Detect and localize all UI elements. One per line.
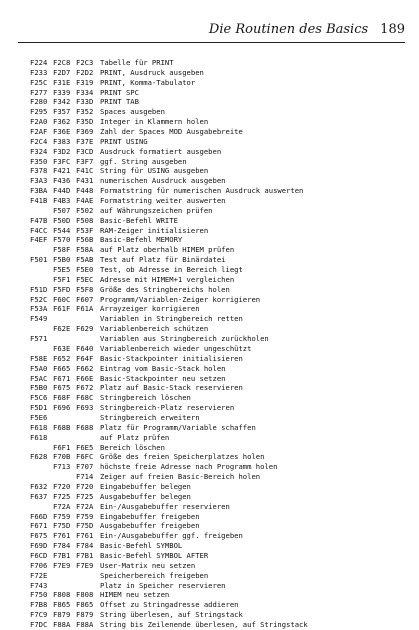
address-col-2: F342 <box>53 97 71 107</box>
listing-row <box>30 393 410 403</box>
routine-description: RAM-Zeiger initialisieren <box>100 225 209 235</box>
address-col-2: F383 <box>53 136 71 146</box>
listing-row <box>30 581 410 591</box>
address-col-3: F3F7 <box>76 156 94 166</box>
address-col-3: F4AE <box>76 196 94 206</box>
address-col-3: F7B1 <box>76 550 94 560</box>
address-col-3: F75D <box>76 521 94 531</box>
address-col-2: F570 <box>53 235 71 245</box>
address-col-1: F5B0 <box>30 383 48 393</box>
address-col-3: F448 <box>76 186 94 196</box>
listing-row <box>30 206 410 216</box>
address-col-1: F743 <box>30 580 48 590</box>
address-col-3: F5F8 <box>76 284 94 294</box>
page-header <box>18 22 405 40</box>
address-col-3: F607 <box>76 294 94 304</box>
address-col-1: F25C <box>30 77 48 87</box>
address-col-3: F759 <box>76 511 94 521</box>
listing-row <box>30 364 410 374</box>
address-col-2: F88A <box>53 619 71 629</box>
routine-description: Zeiger auf freien Basic-Bereich holen <box>100 472 261 482</box>
address-col-1: F571 <box>30 334 48 344</box>
address-col-1: F632 <box>30 481 48 491</box>
routine-description: Platz auf Basic-Stack reservieren <box>100 383 243 393</box>
listing-row <box>30 433 410 443</box>
address-col-1: F5A0 <box>30 363 48 373</box>
address-col-1: F41B <box>30 196 48 206</box>
address-col-3: F64F <box>76 353 94 363</box>
routine-description: Test auf Platz für Binärdatei <box>100 255 226 265</box>
address-col-3: F352 <box>76 107 94 117</box>
routine-description: Formatstring weiter auswerten <box>100 196 226 206</box>
address-col-2: F339 <box>53 87 71 97</box>
routine-description: String für USING ausgeben <box>100 166 209 176</box>
address-col-2: F865 <box>53 600 71 610</box>
address-col-2: F5F1 <box>53 274 71 284</box>
listing-row <box>30 374 410 384</box>
routine-description: Tabelle für PRINT <box>100 58 174 67</box>
listing-row <box>30 216 410 226</box>
address-col-3: F640 <box>76 343 94 353</box>
address-col-3: F508 <box>76 215 94 225</box>
routine-description: Ausdruck formatiert ausgeben <box>100 146 222 156</box>
routine-description: Ein-/Ausgabebuffer ggf. freigeben <box>100 531 243 541</box>
address-col-3: F431 <box>76 176 94 186</box>
routine-description: User-Matrix neu setzen <box>100 560 196 570</box>
routine-description: Größe des Stringbereichs holen <box>100 284 230 294</box>
address-col-2: F50D <box>53 215 71 225</box>
address-col-3: F369 <box>76 127 94 137</box>
routine-description: Bereich löschen <box>100 442 165 452</box>
address-col-3: F41C <box>76 166 94 176</box>
listing-row <box>30 314 410 324</box>
listing-row <box>30 324 410 334</box>
routine-description: Stringbereich-Platz reservieren <box>100 403 235 413</box>
routine-description: auf Platz oberhalb HIMEM prüfen <box>100 245 235 255</box>
routine-description: Arrayzeiger korrigieren <box>100 304 200 314</box>
listing-row <box>30 541 410 551</box>
address-col-1: F637 <box>30 491 48 501</box>
listing-row <box>30 512 410 522</box>
address-col-1: F350 <box>30 156 48 166</box>
listing-row <box>30 423 410 433</box>
routine-description: auf Platz prüfen <box>100 432 170 442</box>
listing-row <box>30 571 410 581</box>
address-col-1: F7B8 <box>30 600 48 610</box>
address-col-3: F68C <box>76 393 94 403</box>
address-col-3: F56B <box>76 235 94 245</box>
address-col-2: F5B0 <box>53 255 71 265</box>
address-col-1: F51D <box>30 284 48 294</box>
address-col-1: F6CD <box>30 550 48 560</box>
address-col-3: F629 <box>76 324 94 334</box>
address-col-3: F672 <box>76 383 94 393</box>
address-col-1: F280 <box>30 97 48 107</box>
routine-description: Platz in Speicher reservieren <box>100 580 226 590</box>
address-col-2: F75D <box>53 521 71 531</box>
routine-description: Basic-Stackpointer initialisieren <box>100 353 243 363</box>
address-col-2: F2C8 <box>53 58 71 67</box>
routine-description: Basic-Befehl SYMBOL AFTER <box>100 550 209 560</box>
address-col-3: F33D <box>76 97 94 107</box>
routine-description: numerischen Ausdruck ausgeben <box>100 176 226 186</box>
routine-description: Basic-Befehl WRITE <box>100 215 178 225</box>
address-col-3: F6FC <box>76 452 94 462</box>
address-col-1: F618 <box>30 432 48 442</box>
address-col-3: F502 <box>76 205 94 215</box>
address-col-1: F7DC <box>30 619 48 629</box>
address-col-1: F277 <box>30 87 48 97</box>
listing-row <box>30 58 410 68</box>
address-col-1: F58E <box>30 353 48 363</box>
routine-description: PRINT, Ausdruck ausgeben <box>100 67 204 77</box>
address-col-3: F35D <box>76 117 94 127</box>
address-col-2: F761 <box>53 531 71 541</box>
address-col-1: F295 <box>30 107 48 117</box>
address-col-3: F879 <box>76 610 94 620</box>
listing-row <box>30 275 410 285</box>
address-col-3: F693 <box>76 403 94 413</box>
routine-description: String bis Zeilenende überlesen, auf Stringstack <box>100 619 308 629</box>
listing-row <box>30 354 410 364</box>
address-col-3: F808 <box>76 590 94 600</box>
address-col-1: F671 <box>30 521 48 531</box>
routine-description: Offset zu Stringadresse addieren <box>100 600 239 610</box>
address-col-1: F233 <box>30 67 48 77</box>
address-col-1: F224 <box>30 58 48 67</box>
address-col-2: F72A <box>53 501 71 511</box>
address-col-3: F66E <box>76 373 94 383</box>
listing-row <box>30 235 410 245</box>
address-col-1: F66D <box>30 511 48 521</box>
address-col-1: F750 <box>30 590 48 600</box>
address-col-2: F44D <box>53 186 71 196</box>
listing-row <box>30 127 410 137</box>
listing-row <box>30 443 410 453</box>
address-col-3: F5E0 <box>76 265 94 275</box>
address-col-1: F2C4 <box>30 136 48 146</box>
routine-description: Basic-Befehl SYMBOL <box>100 541 183 551</box>
routine-listing <box>30 58 410 630</box>
routine-description: PRINT, Komma-Tabulator <box>100 77 196 87</box>
address-col-3: F72A <box>76 501 94 511</box>
listing-row <box>30 403 410 413</box>
address-col-2: F720 <box>53 481 71 491</box>
address-col-1: F3BA <box>30 186 48 196</box>
address-col-3: F714 <box>76 472 94 482</box>
routine-description: Programm/Variablen-Zeiger korrigieren <box>100 294 261 304</box>
address-col-3: F761 <box>76 531 94 541</box>
address-col-2: F421 <box>53 166 71 176</box>
address-col-2: F63E <box>53 343 71 353</box>
address-col-2: F61F <box>53 304 71 314</box>
listing-row <box>30 78 410 88</box>
address-col-1: F675 <box>30 531 48 541</box>
address-col-1: F501 <box>30 255 48 265</box>
listing-row <box>30 176 410 186</box>
listing-row <box>30 492 410 502</box>
routine-description: Integer in Klammern holen <box>100 117 209 127</box>
listing-row <box>30 245 410 255</box>
address-col-2: F784 <box>53 541 71 551</box>
chapter-title: Die Routinen des Basics <box>208 22 369 37</box>
routine-description: Eingabebuffer freigeben <box>100 511 200 521</box>
listing-row <box>30 561 410 571</box>
routine-description: Platz für Programm/Variable schaffen <box>100 422 256 432</box>
routine-description: Variablenbereich schützen <box>100 324 209 334</box>
listing-row <box>30 304 410 314</box>
address-col-2: F58F <box>53 245 71 255</box>
address-col-2: F5FD <box>53 284 71 294</box>
routine-description: Variablen aus Stringbereich zurückholen <box>100 334 269 344</box>
address-col-1: F324 <box>30 146 48 156</box>
listing-row <box>30 88 410 98</box>
address-col-1: F72E <box>30 570 48 580</box>
page-number: 189 <box>380 22 405 37</box>
routine-description: Eingabebuffer belegen <box>100 481 191 491</box>
address-col-2: F3FC <box>53 156 71 166</box>
address-col-2: F671 <box>53 373 71 383</box>
listing-row <box>30 521 410 531</box>
listing-row <box>30 502 410 512</box>
address-col-2: F31E <box>53 77 71 87</box>
address-col-1: F378 <box>30 166 48 176</box>
listing-row <box>30 413 410 423</box>
address-col-3: F7E9 <box>76 560 94 570</box>
address-col-2: F713 <box>53 462 71 472</box>
routine-description: Ausgabebuffer belegen <box>100 491 191 501</box>
address-col-1: F53A <box>30 304 48 314</box>
address-col-1: F3A3 <box>30 176 48 186</box>
address-col-2: F68F <box>53 393 71 403</box>
address-col-1: F5C6 <box>30 393 48 403</box>
address-col-3: F37E <box>76 136 94 146</box>
listing-row <box>30 196 410 206</box>
listing-row <box>30 68 410 78</box>
address-col-2: F759 <box>53 511 71 521</box>
address-col-1: F4EF <box>30 235 48 245</box>
address-col-2: F2D7 <box>53 67 71 77</box>
listing-row <box>30 610 410 620</box>
address-col-1: F47B <box>30 215 48 225</box>
routine-description: Eintrag vom Basic-Stack holen <box>100 363 226 373</box>
listing-row <box>30 462 410 472</box>
address-col-2: F5E5 <box>53 265 71 275</box>
address-col-1: F2A0 <box>30 117 48 127</box>
address-col-3: F662 <box>76 363 94 373</box>
address-col-3: F865 <box>76 600 94 610</box>
address-col-3: F2C3 <box>76 58 94 67</box>
address-col-3: F334 <box>76 87 94 97</box>
address-col-1: F7C9 <box>30 610 48 620</box>
listing-row <box>30 344 410 354</box>
listing-row <box>30 285 410 295</box>
address-col-1: F2AF <box>30 127 48 137</box>
address-col-3: F6E5 <box>76 442 94 452</box>
listing-row <box>30 600 410 610</box>
header-rule <box>18 42 405 43</box>
routine-description: PRINT USING <box>100 136 148 146</box>
address-col-1: F5E6 <box>30 412 48 422</box>
address-col-3: F5AB <box>76 255 94 265</box>
address-col-2: F36E <box>53 127 71 137</box>
address-col-3: F88A <box>76 619 94 629</box>
listing-row <box>30 107 410 117</box>
address-col-3: F688 <box>76 422 94 432</box>
routine-description: Größe des freien Speicherplatzes holen <box>100 452 265 462</box>
address-col-3: F2D2 <box>76 67 94 77</box>
address-col-1: F69D <box>30 541 48 551</box>
address-col-2: F544 <box>53 225 71 235</box>
listing-row <box>30 97 410 107</box>
listing-row <box>30 166 410 176</box>
routine-description: Adresse mit HIMEM+1 vergleichen <box>100 274 235 284</box>
listing-row <box>30 334 410 344</box>
address-col-3: F707 <box>76 462 94 472</box>
routine-description: Stringbereich löschen <box>100 393 191 403</box>
address-col-2: F652 <box>53 353 71 363</box>
address-col-2: F70B <box>53 452 71 462</box>
listing-row <box>30 452 410 462</box>
address-col-3: F725 <box>76 491 94 501</box>
address-col-1: F549 <box>30 314 48 324</box>
address-col-2: F7B1 <box>53 550 71 560</box>
routine-description: Spaces ausgeben <box>100 107 165 117</box>
address-col-2: F436 <box>53 176 71 186</box>
listing-row <box>30 472 410 482</box>
listing-row <box>30 295 410 305</box>
address-col-1: F628 <box>30 452 48 462</box>
address-col-1: F4CC <box>30 225 48 235</box>
address-col-2: F68B <box>53 422 71 432</box>
address-col-2: F696 <box>53 403 71 413</box>
listing-row <box>30 157 410 167</box>
routine-description: Variablenbereich wieder ungeschützt <box>100 343 252 353</box>
address-col-3: F5EC <box>76 274 94 284</box>
routine-description: Basic-Stackpointer neu setzen <box>100 373 226 383</box>
listing-row <box>30 383 410 393</box>
routine-description: PRINT TAB <box>100 97 139 107</box>
address-col-2: F3D2 <box>53 146 71 156</box>
address-col-1: F618 <box>30 422 48 432</box>
listing-row <box>30 147 410 157</box>
routine-description: Stringbereich erweitern <box>100 412 200 422</box>
address-col-1: F5AC <box>30 373 48 383</box>
routine-description: HIMEM neu setzen <box>100 590 170 600</box>
address-col-1: F706 <box>30 560 48 570</box>
listing-row <box>30 117 410 127</box>
listing-row <box>30 551 410 561</box>
address-col-2: F4B3 <box>53 196 71 206</box>
address-col-2: F507 <box>53 205 71 215</box>
address-col-3: F319 <box>76 77 94 87</box>
address-col-3: F784 <box>76 541 94 551</box>
listing-row <box>30 186 410 196</box>
listing-row <box>30 531 410 541</box>
address-col-2: F362 <box>53 117 71 127</box>
routine-description: Zahl der Spaces MOD Ausgabebreite <box>100 127 243 137</box>
listing-row <box>30 620 410 630</box>
routine-description: Basic-Befehl MEMORY <box>100 235 183 245</box>
routine-description: Ausgabebuffer freigeben <box>100 521 200 531</box>
address-col-2: F6F1 <box>53 442 71 452</box>
routine-description: PRINT SPC <box>100 87 139 97</box>
routine-description: Ein-/Ausgabebuffer reservieren <box>100 501 230 511</box>
address-col-2: F60C <box>53 294 71 304</box>
address-col-3: F720 <box>76 481 94 491</box>
listing-row <box>30 482 410 492</box>
routine-description: Formatstring für numerischen Ausdruck auswerten <box>100 186 304 196</box>
address-col-2: F879 <box>53 610 71 620</box>
routine-description: auf Währungszeichen prüfen <box>100 205 213 215</box>
address-col-3: F61A <box>76 304 94 314</box>
address-col-1: F52C <box>30 294 48 304</box>
address-col-3: F58A <box>76 245 94 255</box>
address-col-3: F3CD <box>76 146 94 156</box>
address-col-1: F5D1 <box>30 403 48 413</box>
address-col-3: F53F <box>76 225 94 235</box>
address-col-2: F7E9 <box>53 560 71 570</box>
address-col-2: F62E <box>53 324 71 334</box>
address-col-2: F665 <box>53 363 71 373</box>
listing-row <box>30 137 410 147</box>
listing-row <box>30 226 410 236</box>
address-col-2: F808 <box>53 590 71 600</box>
routine-description: Test, ob Adresse in Bereich liegt <box>100 265 243 275</box>
address-col-2: F357 <box>53 107 71 117</box>
routine-description: String überlesen, auf Stringstack <box>100 610 243 620</box>
listing-row <box>30 265 410 275</box>
address-col-2: F725 <box>53 491 71 501</box>
routine-description: höchste freie Adresse nach Programm holen <box>100 462 278 472</box>
listing-row <box>30 255 410 265</box>
address-col-2: F675 <box>53 383 71 393</box>
routine-description: ggf. String ausgeben <box>100 156 187 166</box>
routine-description: Variablen in Stringbereich retten <box>100 314 243 324</box>
routine-description: Speicherbereich freigeben <box>100 570 209 580</box>
